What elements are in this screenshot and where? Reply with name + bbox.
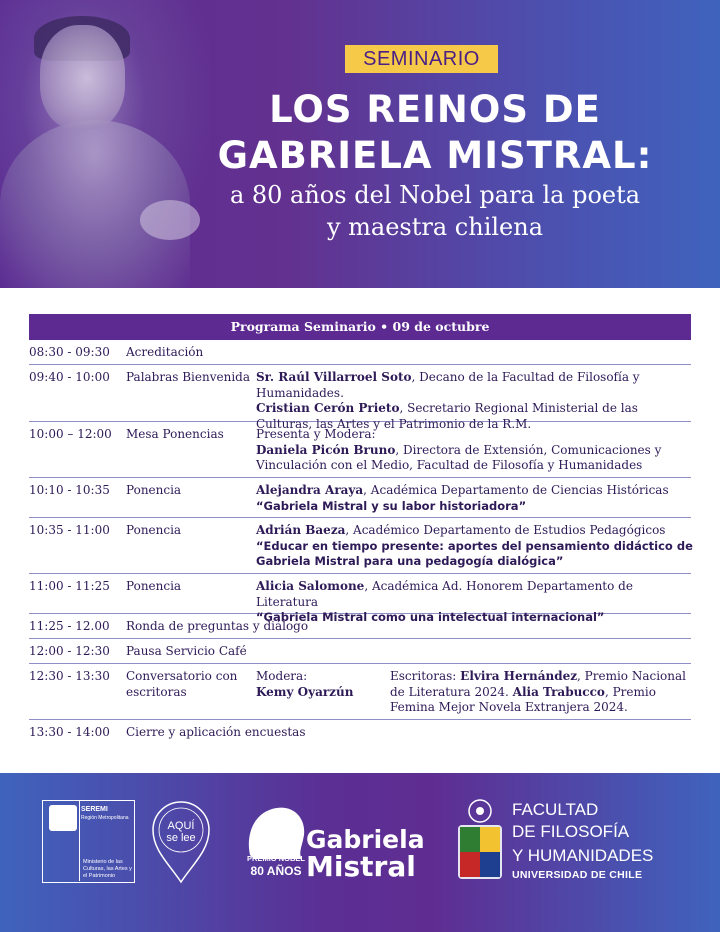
row-activity: Conversatorio con escritoras (126, 669, 238, 699)
speaker-desc: , Directora de Extensión, Comunicaciones y Vinculación con el Medio, Facultad de Filosofía y Humanidades (256, 442, 662, 472)
row-activity: Ronda de preguntas y diálogo (126, 619, 309, 633)
speaker-desc: , Académica Ad. Honorem Departamento de Literatura (256, 579, 633, 609)
seremi-label: SEREMI (81, 806, 108, 813)
aqui-se-lee-text (149, 820, 213, 844)
row-activity: Cierre y aplicación encuestas (126, 725, 306, 739)
program-row (29, 422, 691, 478)
speaker-desc: , Secretario Regional Ministerial de las Culturas, las Artes y el Patrimonio de la R.M. (256, 401, 638, 431)
program-row (29, 478, 691, 518)
row-activity: Ponencia (126, 579, 182, 593)
program-row (29, 340, 691, 365)
speaker-desc: , Académico Departamento de Estudios Pedagógicos (345, 523, 666, 537)
title-line-2: GABRIELA MISTRAL: (217, 134, 653, 177)
row-detail (256, 483, 694, 514)
row-writers (390, 669, 690, 716)
talk-title: “Educar en tiempo presente: aportes del pensamiento didáctico de Gabriela Mistral para una pedagogía dialógica” (256, 538, 693, 568)
chile-shield-icon (49, 805, 77, 831)
gm-word-1: Gabriela (306, 825, 425, 854)
row-activity: Palabras Bienvenida (126, 370, 250, 384)
speaker-name: Adrián Baeza (256, 523, 346, 537)
talk-title: “Gabriela Mistral como una intelectual internacional” (256, 610, 605, 624)
gm-word-2: Mistral (306, 850, 416, 883)
row-time: 10:00 – 12:00 (29, 427, 112, 441)
row-time: 08:30 - 09:30 (29, 345, 110, 359)
seminar-badge: SEMINARIO (345, 45, 498, 73)
moderator-label: Modera: (256, 669, 308, 683)
speaker-desc: , Académica Departamento de Ciencias Históricas (363, 483, 669, 497)
facultad-line-3: Y HUMANIDADES (512, 846, 654, 865)
row-detail (256, 523, 694, 570)
row-time: 11:00 - 11:25 (29, 579, 110, 593)
premio-nobel-label: PREMIO NOBEL (247, 854, 305, 863)
seremi-logo (42, 800, 135, 883)
program-row (29, 614, 691, 639)
writer-name: Alia Trabucco (512, 684, 605, 699)
speaker-name: Daniela Picón Bruno (256, 442, 396, 457)
row-moderator (256, 669, 386, 700)
subtitle-line-1: a 80 años del Nobel para la poeta (229, 181, 641, 209)
writer-desc: , Premio Nacional de Literatura 2024. (390, 669, 687, 699)
row-time: 12:00 - 12:30 (29, 644, 110, 658)
program-table (29, 314, 691, 745)
subtitle-line-2: y maestra chilena (326, 213, 544, 241)
writers-label: Escritoras: (390, 669, 461, 683)
intro-text: Presenta y Modera: (256, 427, 376, 441)
program-row (29, 574, 691, 624)
ochenta-anos-label: 80 AÑOS (250, 864, 302, 878)
facultad-line-2: DE FILOSOFÍA (512, 822, 630, 841)
row-activity: Ponencia (126, 523, 182, 537)
row-detail (256, 427, 694, 474)
moderator-name: Kemy Oyarzún (256, 684, 354, 699)
row-activity: Pausa Servicio Café (126, 644, 247, 658)
program-row (29, 720, 691, 745)
speaker-desc: , Decano de la Facultad de Filosofía y Humanidades. (256, 370, 640, 400)
university-emblem-icon (455, 797, 505, 882)
row-time: 12:30 - 13:30 (29, 669, 110, 683)
writer-name: Elvira Hernández (460, 669, 578, 683)
row-time: 10:35 - 11:00 (29, 523, 110, 537)
row-activity: Mesa Ponencias (126, 427, 224, 441)
program-row (29, 639, 691, 664)
row-time: 11:25 - 12.00 (29, 619, 110, 633)
ministry-label: Ministerio de las Culturas, las Artes y el Patrimonio (83, 859, 132, 879)
speaker-name: Alejandra Araya (256, 483, 364, 497)
row-activity: Acreditación (126, 345, 204, 359)
program-row (29, 664, 691, 720)
row-time: 10:10 - 10:35 (29, 483, 110, 497)
program-row (29, 518, 691, 574)
title-line-1: LOS REINOS DE (269, 88, 601, 131)
talk-title: “Gabriela Mistral y su labor historiadora” (256, 498, 527, 513)
program-heading: Programa Seminario • 09 de octubre (29, 314, 691, 340)
speaker-name: Alicia Salomone (256, 579, 365, 593)
aqui-line-2: se lee (166, 832, 196, 844)
seremi-region: Región Metropolitana (81, 815, 129, 821)
writer-desc: , Premio Femina Mejor Novela Extranjera 2024. (390, 684, 656, 714)
row-time: 09:40 - 10:00 (29, 370, 110, 384)
universidad-label: UNIVERSIDAD DE CHILE (512, 869, 643, 881)
program-row (29, 365, 691, 431)
aqui-line-1: AQUÍ (167, 820, 195, 832)
speaker-name: Sr. Raúl Villarroel Soto (256, 370, 412, 384)
speaker-name: Cristian Cerón Prieto (256, 401, 400, 415)
facultad-line-1: FACULTAD (512, 800, 599, 819)
row-time: 13:30 - 14:00 (29, 725, 110, 739)
row-activity: Ponencia (126, 483, 182, 497)
